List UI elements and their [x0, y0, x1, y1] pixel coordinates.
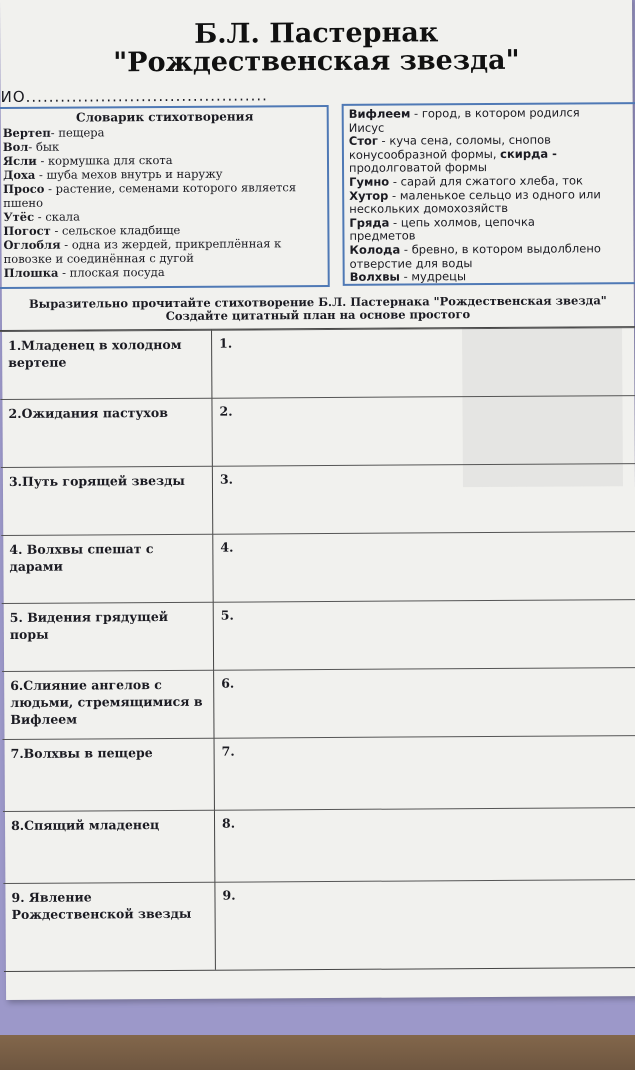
vocabulary-definition: - сельское кладбище	[50, 222, 181, 238]
vocabulary-definition: - пещера	[50, 125, 105, 140]
plan-row	[0, 327, 635, 400]
vocabulary-term: Стог	[348, 133, 378, 149]
vocabulary-definition: - цепь холмов, цепочка	[389, 214, 535, 230]
vocabulary-definition: предметов	[349, 228, 416, 244]
vocabulary-box-right	[342, 102, 635, 286]
plan-quote-field[interactable]: 8.	[221, 815, 236, 831]
instruction-line-2: Создайте цитатный план на основе простого	[165, 307, 471, 323]
plan-row	[2, 667, 635, 740]
vocabulary-term: Плошка	[3, 265, 59, 280]
vocabulary-definition: - маленькое сельцо из одного или	[388, 186, 601, 203]
plan-row	[3, 735, 635, 812]
plan-row	[1, 531, 635, 604]
vocabulary-term: Просо	[3, 181, 45, 196]
plan-quote-field[interactable]: 2.	[219, 403, 233, 419]
vocabulary-definition: - скала	[34, 209, 80, 224]
plan-heading: 8.Спящий младенец	[10, 817, 160, 833]
vocabulary-entry	[3, 180, 327, 196]
plan-heading: 9. Явление Рождественской звезды	[11, 889, 192, 922]
vocabulary-definition: - шуба мехов внутрь и наружу	[35, 166, 223, 182]
plan-row	[2, 599, 635, 672]
page-title: "Рождественская звезда"	[113, 44, 520, 79]
vocabulary-term: Доха	[3, 167, 36, 182]
plan-row	[3, 879, 635, 972]
vocabulary-term: Погост	[3, 223, 51, 238]
plan-heading: 4. Волхвы спешат с дарами	[9, 541, 154, 574]
plan-quote-field[interactable]: 9.	[222, 887, 236, 903]
vocabulary-entry	[3, 236, 327, 252]
vocabulary-definition: отверстие для воды	[349, 255, 473, 271]
vocabulary-definition: продолговатой формы	[348, 160, 487, 176]
plan-quote-field[interactable]: 3.	[219, 471, 234, 487]
vocabulary-term: Хутор	[349, 188, 389, 203]
vocabulary-definition: - растение, семенами которого является	[44, 180, 297, 196]
vocabulary-definition: пшено	[3, 195, 44, 210]
plan-quote-field[interactable]: 7.	[221, 743, 235, 759]
vocabulary-heading: Словарик стихотворения	[75, 109, 254, 125]
vocabulary-definition: нескольких домохозяйств	[349, 201, 509, 217]
plan-quote-field[interactable]: 5.	[220, 607, 234, 623]
vocabulary-term: Вертеп	[2, 125, 51, 140]
plan-heading: 3.Путь горящей звезды	[8, 472, 185, 489]
plan-heading: 2.Ожидания пастухов	[8, 404, 168, 421]
vocabulary-term: Утёс	[3, 209, 35, 224]
plan-quote-field[interactable]: 4.	[220, 539, 234, 555]
vocabulary-term: Гряда	[349, 215, 390, 230]
vocabulary-term: Ясли	[2, 153, 37, 168]
vocabulary-term: Вифлеем	[348, 106, 411, 121]
plan-quote-field[interactable]: 6.	[221, 675, 235, 691]
plan-heading: 7.Волхвы в пещере	[10, 745, 153, 761]
plan-quote-field[interactable]: 1.	[219, 335, 233, 351]
plan-row	[0, 395, 635, 468]
vocabulary-entry	[4, 264, 328, 280]
vocabulary-definition: - сарай для сжатого хлеба, ток	[389, 173, 583, 189]
vocabulary-definition: - мудрецы	[399, 269, 467, 284]
page-author: Б.Л. Пастернак	[194, 17, 439, 50]
plan-row	[1, 463, 635, 536]
vocabulary-definition: - бревно, в котором выдолблено	[400, 241, 601, 257]
vocabulary-term: Волхвы	[349, 269, 400, 284]
vocabulary-box-left	[0, 105, 330, 289]
vocabulary-definition: Иисус	[348, 120, 385, 135]
instruction-line-1: Выразительно прочитайте стихотворение Б.Л. Пастернака "Рождественская звезда"	[28, 293, 607, 311]
plan-row	[3, 807, 635, 884]
vocabulary-term: Оглобля	[3, 237, 61, 252]
vocabulary-entry	[349, 242, 635, 257]
vocabulary-definition: - плоская посуда	[58, 264, 165, 280]
vocabulary-definition: - куча сена, соломы, снопов	[377, 132, 551, 148]
plan-heading: 1.Младенец в холодном вертепе	[8, 336, 182, 370]
vocabulary-definition: - город, в котором родился	[410, 105, 580, 121]
quote-plan-table	[0, 326, 635, 972]
plan-heading: 6.Слияние ангелов с людьми, стремящимися в Вифлеем	[10, 677, 203, 727]
vocabulary-definition: - одна из жердей, прикреплённая к	[60, 236, 282, 252]
name-field[interactable]: ИО..........................................	[0, 86, 268, 106]
vocabulary-definition: повозке и соединённая с дугой	[3, 250, 194, 266]
vocabulary-definition: конусообразной формы,	[348, 146, 501, 162]
plan-heading: 5. Видения грядущей поры	[9, 608, 169, 642]
vocabulary-entry	[350, 269, 635, 284]
vocabulary-term: Гумно	[349, 174, 390, 189]
vocabulary-definition: - бык	[28, 139, 60, 154]
vocabulary-term: скирда -	[500, 146, 557, 161]
vocabulary-definition: - кормушка для скота	[36, 152, 173, 168]
vocabulary-term: Колода	[349, 242, 401, 257]
vocabulary-term: Вол	[2, 139, 29, 154]
